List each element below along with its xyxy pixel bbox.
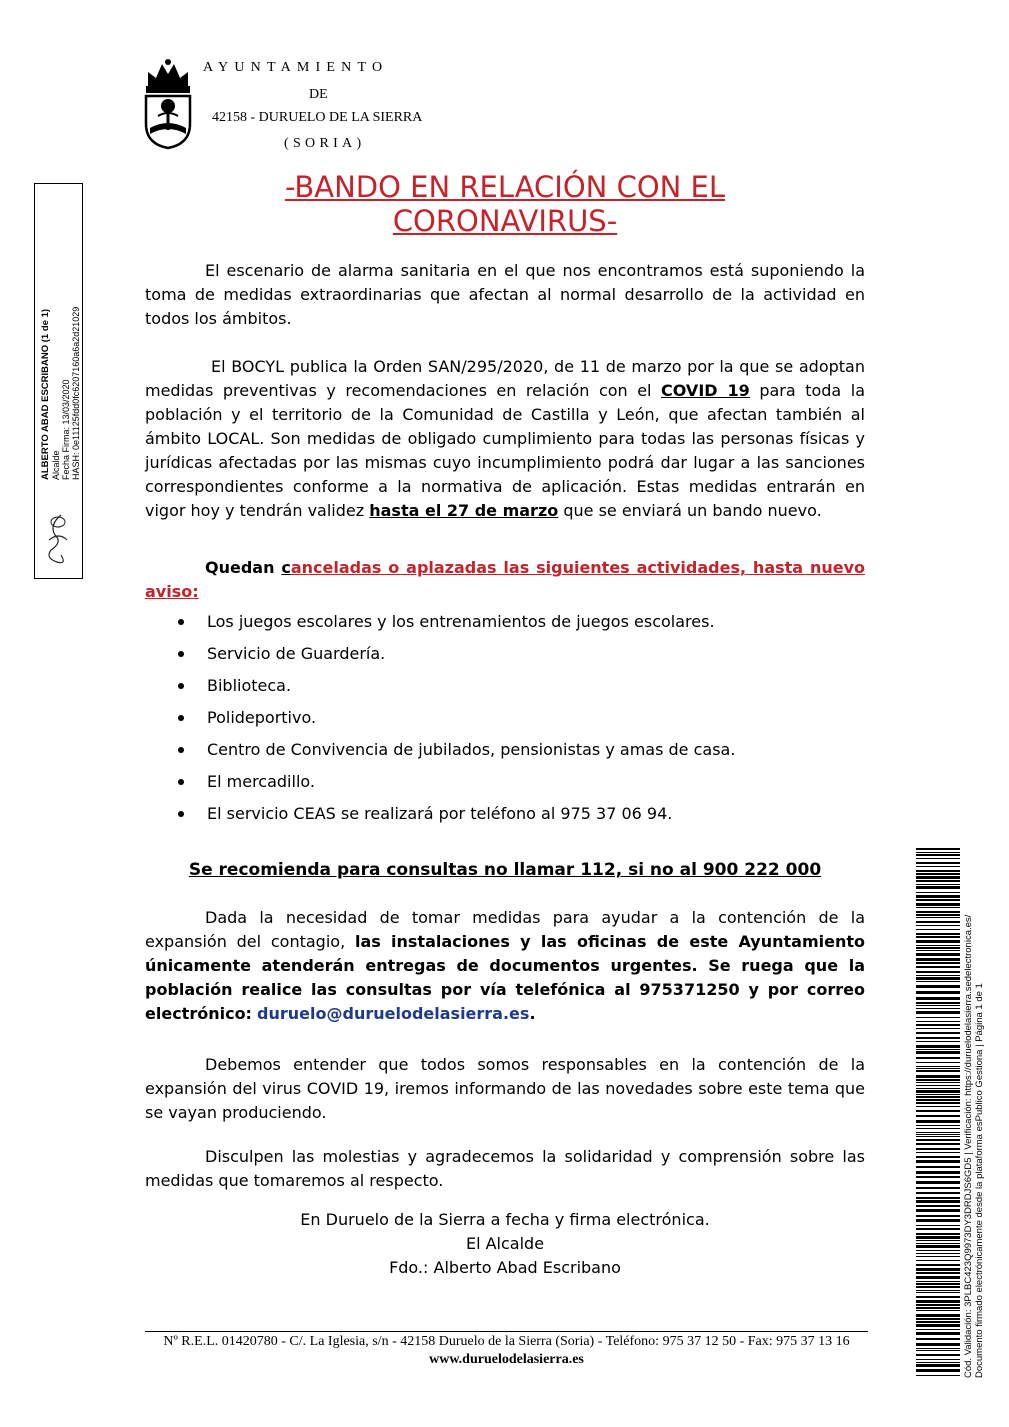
bocyl-text-b: para toda la población y el territorio de la Comunidad de Castilla y León, que afectan también al ámbito LOCAL. Son medidas de obligado cumplimiento para todas las personas físicas y jurídicas afectadas por las mismas cuyo incumplimiento podrá dar lugar a las sanciones correspondientes conforme a la normativa de aplicación. Estas medidas entrarán en vigor hoy y tendrán validez xyxy=(145,381,866,520)
contact-text-a: Dada la necesidad de tomar medidas para ayudar a la contención de la expansión del contagio, xyxy=(145,908,865,951)
responsables-text: Debemos entender que todos somos responsables en la contención de la expansión del virus COVID 19, iremos informando de las novedades sobre este tema que se vayan produciendo. xyxy=(145,1055,865,1122)
list-item-text: Biblioteca. xyxy=(207,676,292,695)
paragraph-alarma-text: El escenario de alarma sanitaria en el que nos encontramos está suponiendo la toma de medidas extraordinarias que afectan al normal desarrollo de la actividad en todos los ámbitos. xyxy=(145,261,865,328)
list-item-text: El servicio CEAS se realizará por teléfono al 975 37 06 94. xyxy=(207,804,673,823)
covid-emphasis: COVID 19 xyxy=(661,381,750,400)
signature-role: El Alcalde xyxy=(465,1234,545,1253)
bullet-icon xyxy=(178,747,184,753)
list-item-text: Centro de Convivencia de jubilados, pensionistas y amas de casa. xyxy=(207,740,736,759)
bullet-icon xyxy=(178,683,184,689)
footer-divider xyxy=(145,1331,868,1332)
signature-place-date: En Duruelo de la Sierra a fecha y firma electrónica. xyxy=(300,1210,710,1229)
list-item xyxy=(145,642,865,674)
list-item xyxy=(145,706,865,738)
signature-name: Fdo.: Alberto Abad Escribano xyxy=(389,1258,621,1277)
bullet-icon xyxy=(178,779,184,785)
coat-of-arms-icon xyxy=(142,58,194,150)
paragraph-quedan xyxy=(145,556,865,604)
list-item xyxy=(145,770,865,802)
header-address: 42158 - DURUELO DE LA SIERRA xyxy=(212,110,423,125)
list-item xyxy=(145,802,865,834)
header-ayuntamiento: AYUNTAMIENTO xyxy=(203,60,389,75)
contact-text-bold: las instalaciones y las oficinas de este Ayuntamiento únicamente atenderán entregas de documentos urgentes. Se ruega que la población realice las consultas por vía telefónica al 975371250 y por correo electrónico: xyxy=(145,932,865,1023)
bullet-icon xyxy=(178,811,184,817)
list-item-text: Polideportivo. xyxy=(207,708,317,727)
list-item-text: Los juegos escolares y los entrenamientos de juegos escolares. xyxy=(207,612,715,631)
footer-address: Nº R.E.L. 01420780 - C/. La Iglesia, s/n - 42158 Duruelo de la Sierra (Soria) - Teléfono: 975 37 12 50 - Fax: 975 37 13 16 xyxy=(163,1334,850,1349)
quedan-label: Quedan xyxy=(205,558,282,577)
paragraph-responsables xyxy=(145,1053,865,1125)
electronic-signature-box xyxy=(34,183,83,579)
email-link[interactable]: duruelo@duruelodelasierra.es xyxy=(257,1004,530,1023)
list-item xyxy=(145,738,865,770)
bocyl-text-a: El BOCYL publica la Orden SAN/295/2020, de 11 de marzo por la que se adoptan medidas preventivas y recomendaciones en relación con el xyxy=(145,357,865,400)
handwritten-signature-icon xyxy=(41,510,75,570)
quedan-letter-c: c xyxy=(281,558,291,577)
document-title xyxy=(200,170,810,238)
verification-text xyxy=(963,878,993,1378)
title-line-2: CORONAVIRUS- xyxy=(392,204,618,238)
bullet-icon xyxy=(178,619,184,625)
barcode-icon xyxy=(916,848,960,1378)
recommendation-notice: Se recomienda para consultas no llamar 112, si no al 900 222 000 xyxy=(188,860,822,880)
bullet-icon xyxy=(178,715,184,721)
verification-platform: Documento firmado electrónicamente desde la plataforma esPublico Gestiona | Página 1 de 1 xyxy=(974,983,985,1378)
header-de: DE xyxy=(309,87,328,102)
validity-date: hasta el 27 de marzo xyxy=(369,501,559,520)
header-province: (SORIA) xyxy=(284,136,366,151)
signature-hash: HASH: 0e11125fdd0fc6207160a6a2d21029 xyxy=(71,306,81,480)
title-line-1: -BANDO EN RELACIÓN CON EL xyxy=(284,170,726,204)
bullet-icon xyxy=(178,651,184,657)
signer-role: Alcalde xyxy=(51,450,61,480)
paragraph-alarma xyxy=(145,259,865,331)
paragraph-bocyl xyxy=(145,355,865,523)
bocyl-text-c: que se enviará un bando nuevo. xyxy=(558,501,822,520)
list-item xyxy=(145,610,865,642)
list-item xyxy=(145,674,865,706)
contact-text-end: . xyxy=(529,1004,536,1023)
activities-list xyxy=(145,610,865,834)
paragraph-disculpen xyxy=(145,1145,865,1193)
list-item-text: Servicio de Guardería. xyxy=(207,644,386,663)
signature-date: Fecha Firma: 13/03/2020 xyxy=(61,379,71,480)
cancelled-activities-heading: anceladas o aplazadas las siguientes actividades, hasta nuevo aviso: xyxy=(145,558,865,601)
list-item-text: El mercadillo. xyxy=(207,772,315,791)
verification-code: Cód. Validación: 3PLBC423Q9973DY3DRDJS6GD5 | Verificación: https://duruelodelasierra.sedelectronica.es/ xyxy=(963,914,974,1378)
signature-block xyxy=(145,1208,865,1280)
signer-name: ALBERTO ABAD ESCRIBANO (1 de 1) xyxy=(40,308,51,480)
paragraph-contact xyxy=(145,906,865,1026)
disculpen-text: Disculpen las molestias y agradecemos la solidaridad y comprensión sobre las medidas que tomaremos al respecto. xyxy=(145,1147,865,1190)
footer-website[interactable]: www.duruelodelasierra.es xyxy=(429,1352,584,1367)
